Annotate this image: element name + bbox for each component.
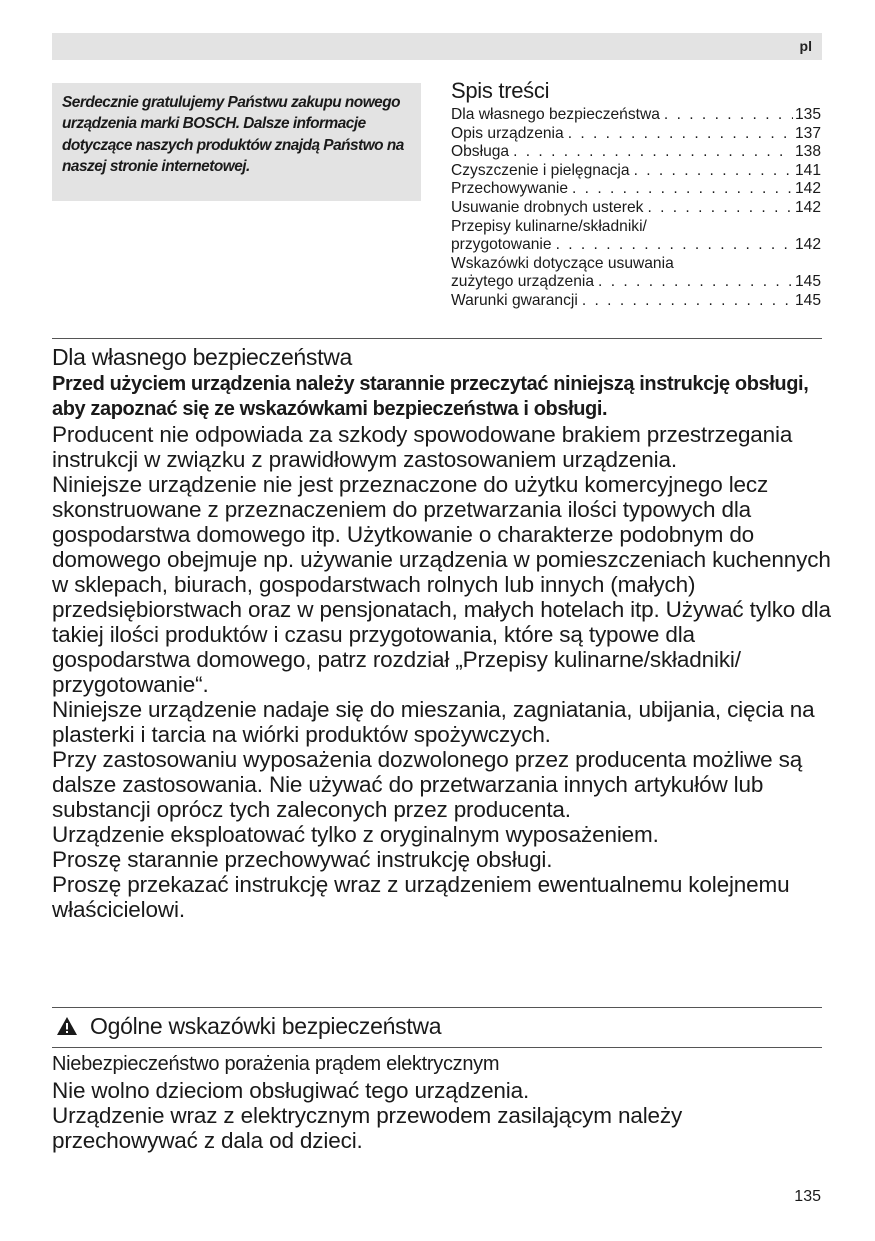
language-code: pl	[799, 38, 812, 54]
paragraph: Nie wolno dzieciom obsługiwać tego urządzenia.	[52, 1078, 530, 1103]
paragraph: Proszę przekazać instrukcję wraz z urządzeniem ewentualnemu kolejnemu właścicielowi.	[52, 872, 790, 922]
general-safety-heading	[52, 1011, 441, 1041]
intro-text: Serdecznie gratulujemy Państwu zakupu nowego urządzenia marki BOSCH. Dalsze informacje dotyczące naszych produktów znajdą Państwo na naszej stronie internetowej.	[62, 94, 404, 175]
paragraph: Urządzenie wraz z elektrycznym przewodem zasilającym należy przechowywać z dala od dzieci.	[52, 1103, 683, 1153]
toc-entry-page: 137	[794, 124, 821, 142]
toc-title: Spis treści	[451, 78, 550, 103]
toc-entry-page: 142	[794, 198, 821, 216]
toc-leader-dots	[598, 273, 793, 292]
toc-entry	[451, 292, 821, 311]
toc-list	[451, 106, 821, 311]
section-divider	[52, 338, 822, 339]
general-safety-title: Ogólne wskazówki bezpieczeństwa	[90, 1013, 442, 1039]
toc-entry-label: Czyszczenie i pielęgnacja	[451, 161, 630, 179]
toc-entry	[451, 180, 821, 199]
toc-entry	[451, 199, 821, 218]
toc-entry-label: Usuwanie drobnych usterek	[451, 198, 644, 216]
toc-entry	[451, 143, 821, 162]
toc-entry-page: 142	[794, 180, 821, 198]
electric-shock-section	[52, 1051, 832, 1153]
toc-entry	[451, 162, 821, 181]
toc-entry-label-line: Przepisy kulinarne/składniki/	[451, 217, 647, 235]
paragraph: Producent nie odpowiada za szkody spowodowane brakiem przestrzegania instrukcji w związku z prawidłowym zastosowaniem urządzenia.	[52, 422, 793, 472]
intro-box	[52, 83, 421, 201]
toc-leader-dots	[556, 236, 793, 255]
toc-leader-dots	[664, 106, 793, 125]
toc-entry-label: Obsługa	[451, 143, 510, 161]
section-divider	[52, 1007, 822, 1008]
toc-entry-page: 141	[794, 161, 821, 179]
toc-entry-label: zużytego urządzenia	[451, 273, 595, 291]
toc-entry-label: przygotowanie	[451, 236, 552, 254]
toc-leader-dots	[647, 199, 793, 218]
safety-section	[52, 342, 832, 922]
paragraph: Niniejsze urządzenie nie jest przeznaczone do użytku komercyjnego lecz skonstruowane z przeznaczeniem do przetwarzania ilości typowych dla gospodarstwa domowego itp. Użytkowanie o charakterze podobnym do domowego obejmuje np. używanie urządzenia w pomieszczeniach kuchennych w sklepach, biurach, gospodarstwach rolnych lub innych (małych) przedsiębiorstwach oraz w pensjonatach, małych hotelach itp. Używać tylko dla takiej ilości produktów i czasu przygotowania, które są typowe dla gospodarstwa domowego, patrz rozdział „Przepisy kulinarne/składniki/ przygotowanie“.	[52, 472, 831, 697]
toc-leader-dots	[572, 180, 793, 199]
paragraph: Niniejsze urządzenie nadaje się do mieszania, zagniatania, ubijania, cięcia na plasterki i tarcia na wiórki produktów spożywczych.	[52, 697, 815, 747]
toc-entry	[451, 218, 821, 255]
toc-entry-label: Opis urządzenia	[451, 124, 564, 142]
toc-leader-dots	[582, 292, 793, 311]
paragraph: Urządzenie eksploatować tylko z oryginalnym wyposażeniem.	[52, 822, 659, 847]
language-bar	[52, 33, 822, 60]
toc-entry-page: 135	[794, 106, 821, 123]
paragraph: Przy zastosowaniu wyposażenia dozwolonego przez producenta możliwe są dalsze zastosowania. Nie używać do przetwarzania innych artykułów lub substancji oprócz tych zaleconych przez producenta.	[52, 747, 803, 822]
toc-leader-dots	[568, 125, 793, 144]
toc-leader-dots	[634, 162, 793, 181]
electric-shock-body	[52, 1078, 832, 1153]
toc-entry-page: 145	[794, 273, 821, 291]
page-number: 135	[794, 1188, 821, 1205]
safety-lead: Przed użyciem urządzenia należy starannie przeczytać niniejszą instrukcję obsługi, aby zapoznać się ze wskazówkami bezpieczeństwa i obsługi.	[52, 373, 809, 420]
electric-shock-subtitle: Niebezpieczeństwo porażenia prądem elektrycznym	[52, 1053, 500, 1075]
toc-entry-page: 138	[794, 143, 821, 161]
toc-entry	[451, 255, 821, 292]
toc-entry-label: Warunki gwarancji	[451, 291, 578, 309]
toc-entry-page: 145	[794, 291, 821, 309]
table-of-contents	[451, 77, 821, 311]
toc-entry	[451, 125, 821, 144]
toc-entry-label: Przechowywanie	[451, 180, 569, 198]
section-title: Dla własnego bezpieczeństwa	[52, 344, 353, 370]
toc-entry-label-line: Wskazówki dotyczące usuwania	[451, 254, 674, 272]
toc-entry-label: Dla własnego bezpieczeństwa	[451, 106, 660, 123]
toc-leader-dots	[513, 143, 793, 162]
toc-entry-page: 142	[794, 236, 821, 254]
warning-triangle-icon	[56, 1016, 78, 1036]
section-divider	[52, 1047, 822, 1048]
paragraph: Proszę starannie przechowywać instrukcję obsługi.	[52, 847, 553, 872]
toc-entry	[451, 106, 821, 125]
safety-body	[52, 422, 832, 922]
